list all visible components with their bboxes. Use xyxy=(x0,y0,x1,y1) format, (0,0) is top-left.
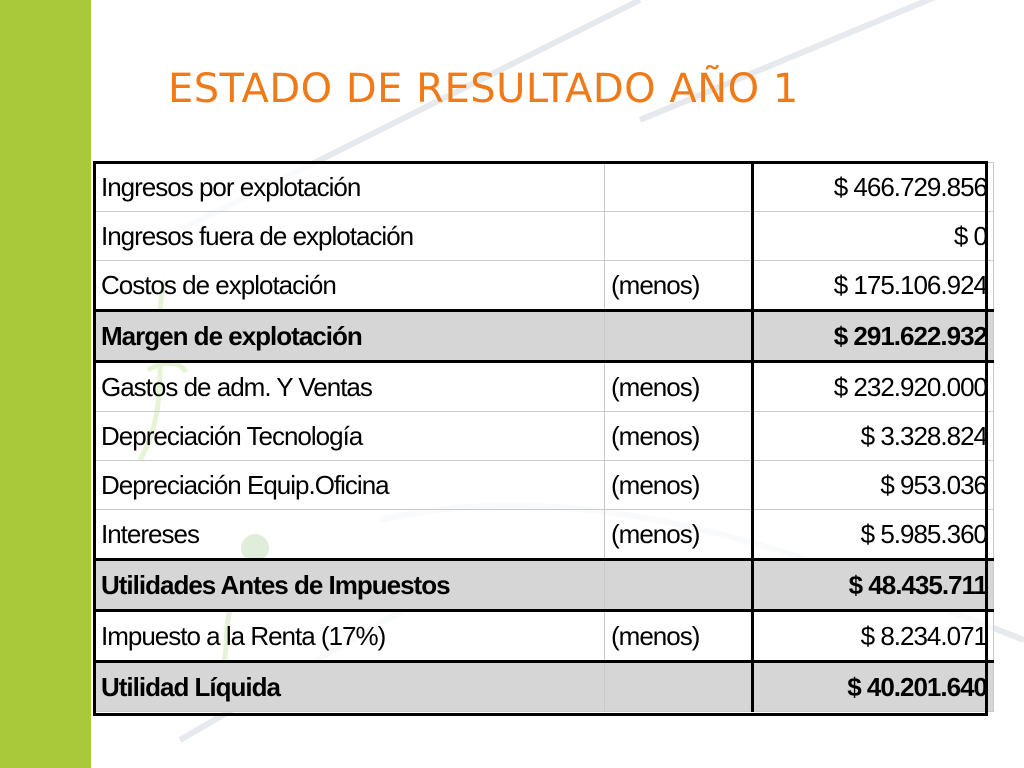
row-amount: $ 3.328.824 xyxy=(753,412,994,461)
row-label: Utilidades Antes de Impuestos xyxy=(95,560,605,611)
row-sign: (menos) xyxy=(605,461,753,510)
row-label: Depreciación Equip.Oficina xyxy=(95,461,605,510)
row-amount: $ 48.435.711 xyxy=(753,560,994,611)
row-label: Intereses xyxy=(95,510,605,560)
row-amount: $ 40.201.640 xyxy=(753,662,994,712)
row-label: Ingresos fuera de explotación xyxy=(95,212,605,261)
row-sign xyxy=(605,163,753,212)
row-amount: $ 466.729.856 xyxy=(753,163,994,212)
table-row xyxy=(95,212,994,261)
table-row xyxy=(95,362,994,412)
row-label: Gastos de adm. Y Ventas xyxy=(95,362,605,412)
page-title: ESTADO DE RESULTADO AÑO 1 xyxy=(168,66,799,112)
row-label: Ingresos por explotación xyxy=(95,163,605,212)
row-sign xyxy=(605,662,753,712)
table-row xyxy=(95,412,994,461)
table-row xyxy=(95,461,994,510)
row-label: Impuesto a la Renta (17%) xyxy=(95,611,605,662)
row-sign xyxy=(605,560,753,611)
total-row xyxy=(95,560,994,611)
table-row xyxy=(95,510,994,560)
row-amount: $ 291.622.932 xyxy=(753,311,994,362)
row-sign: (menos) xyxy=(605,510,753,560)
table-row xyxy=(95,261,994,311)
row-sign xyxy=(605,311,753,362)
row-sign: (menos) xyxy=(605,611,753,662)
row-amount: $ 5.985.360 xyxy=(753,510,994,560)
row-sign xyxy=(605,212,753,261)
total-row xyxy=(95,662,994,712)
table-row xyxy=(95,163,994,212)
row-amount: $ 953.036 xyxy=(753,461,994,510)
row-sign: (menos) xyxy=(605,261,753,311)
row-sign: (menos) xyxy=(605,412,753,461)
row-amount: $ 232.920.000 xyxy=(753,362,994,412)
row-amount: $ 0 xyxy=(753,212,994,261)
row-label: Margen de explotación xyxy=(95,311,605,362)
table-row xyxy=(95,611,994,662)
row-label: Costos de explotación xyxy=(95,261,605,311)
row-label: Depreciación Tecnología xyxy=(95,412,605,461)
total-row xyxy=(95,311,994,362)
income-statement-table xyxy=(94,162,994,712)
row-label: Utilidad Líquida xyxy=(95,662,605,712)
row-sign: (menos) xyxy=(605,362,753,412)
row-amount: $ 175.106.924 xyxy=(753,261,994,311)
row-amount: $ 8.234.071 xyxy=(753,611,994,662)
